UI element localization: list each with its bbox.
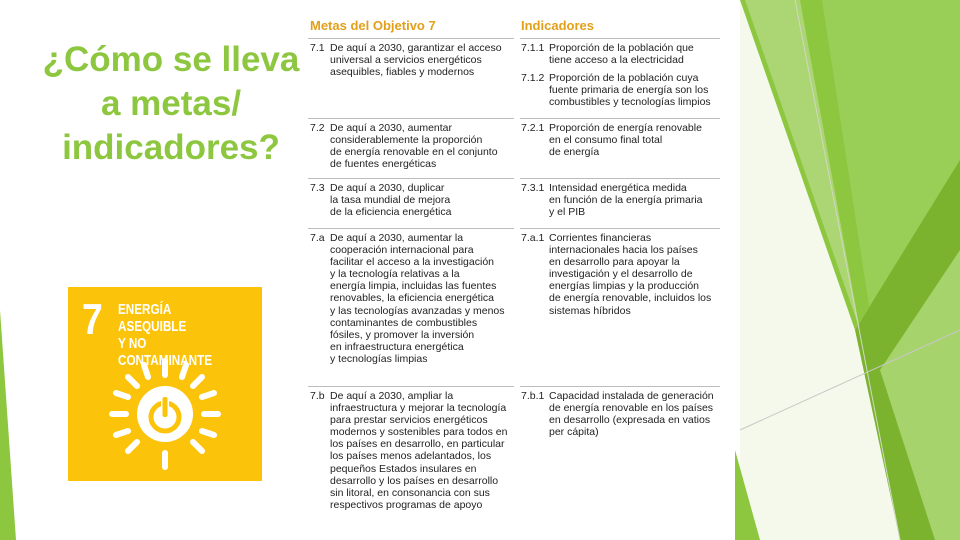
indicator-text: Proporción de la población cuya fuente primaria de energía son los combustibles y tecnologías limpios bbox=[549, 72, 711, 109]
header-indicadores: Indicadores bbox=[521, 18, 594, 33]
sdg-number: 7 bbox=[82, 295, 103, 344]
header-metas: Metas del Objetivo 7 bbox=[310, 18, 436, 33]
indicator-number: 7.a.1 bbox=[521, 232, 545, 244]
meta-text: De aquí a 2030, duplicar la tasa mundial de mejora de la eficiencia energética bbox=[330, 182, 452, 219]
meta-text: De aquí a 2030, aumentar la cooperación internacional para facilitar el acceso a la investigación y la tecnología relativas a la energía limpia, incluidas las fuentes renovables, la eficiencia energética y las tecnologías avanzadas y menos contaminantes de combustibles fósiles, y promover la inversión en infraestructura energética y tecnologías limpias bbox=[330, 232, 505, 365]
indicator-text: Corrientes financieras internacionales hacia los países en desarrollo para apoyar la investigación y el desarrollo de energías limpias y la producción de energía renovable, incluidos los sistemas híbridos bbox=[549, 232, 712, 317]
indicator-text: Proporción de la población que tiene acceso a la electricidad bbox=[549, 42, 694, 67]
meta-text: De aquí a 2030, ampliar la infraestructura y mejorar la tecnología para prestar servicios energéticos modernos y sostenibles para todos en los países en desarrollo, en particular los países menos adelantados, los pequeños Estados insulares en desarrollo y los países en desarrollo sin litoral, en consonancia con sus respectivos programas de apoyo bbox=[330, 390, 508, 511]
meta-number: 7.1 bbox=[310, 42, 325, 54]
indicator-text: Intensidad energética medida en función de la energía primaria y el PIB bbox=[549, 182, 703, 219]
left-accent-shape bbox=[0, 310, 16, 540]
indicator-text: Proporción de energía renovable en el consumo final total de energía bbox=[549, 122, 702, 159]
sdg-7-badge bbox=[68, 287, 262, 481]
goal-7-table bbox=[306, 12, 722, 534]
indicator-number: 7.b.1 bbox=[521, 390, 545, 402]
meta-text: De aquí a 2030, aumentar considerablemente la proporción de energía renovable en el conjunto de fuentes energéticas bbox=[330, 122, 498, 171]
indicator-text: Capacidad instalada de generación de energía renovable en los países en desarrollo (expresada en vatios per cápita) bbox=[549, 390, 714, 439]
meta-text: De aquí a 2030, garantizar el acceso universal a servicios energéticos asequibles, fiables y modernos bbox=[330, 42, 502, 79]
meta-number: 7.2 bbox=[310, 122, 325, 134]
meta-number: 7.a bbox=[310, 232, 325, 244]
indicator-number: 7.1.2 bbox=[521, 72, 545, 84]
indicator-number: 7.1.1 bbox=[521, 42, 545, 54]
indicator-number: 7.2.1 bbox=[521, 122, 545, 134]
meta-number: 7.b bbox=[310, 390, 325, 402]
indicator-number: 7.3.1 bbox=[521, 182, 545, 194]
power-sun-icon bbox=[106, 355, 224, 473]
meta-number: 7.3 bbox=[310, 182, 325, 194]
sdg-label: ENERGÍA ASEQUIBLE Y NO CONTAMINANTE bbox=[118, 301, 213, 369]
slide-title: ¿Cómo se lleva a metas/ indicadores? bbox=[42, 40, 300, 167]
